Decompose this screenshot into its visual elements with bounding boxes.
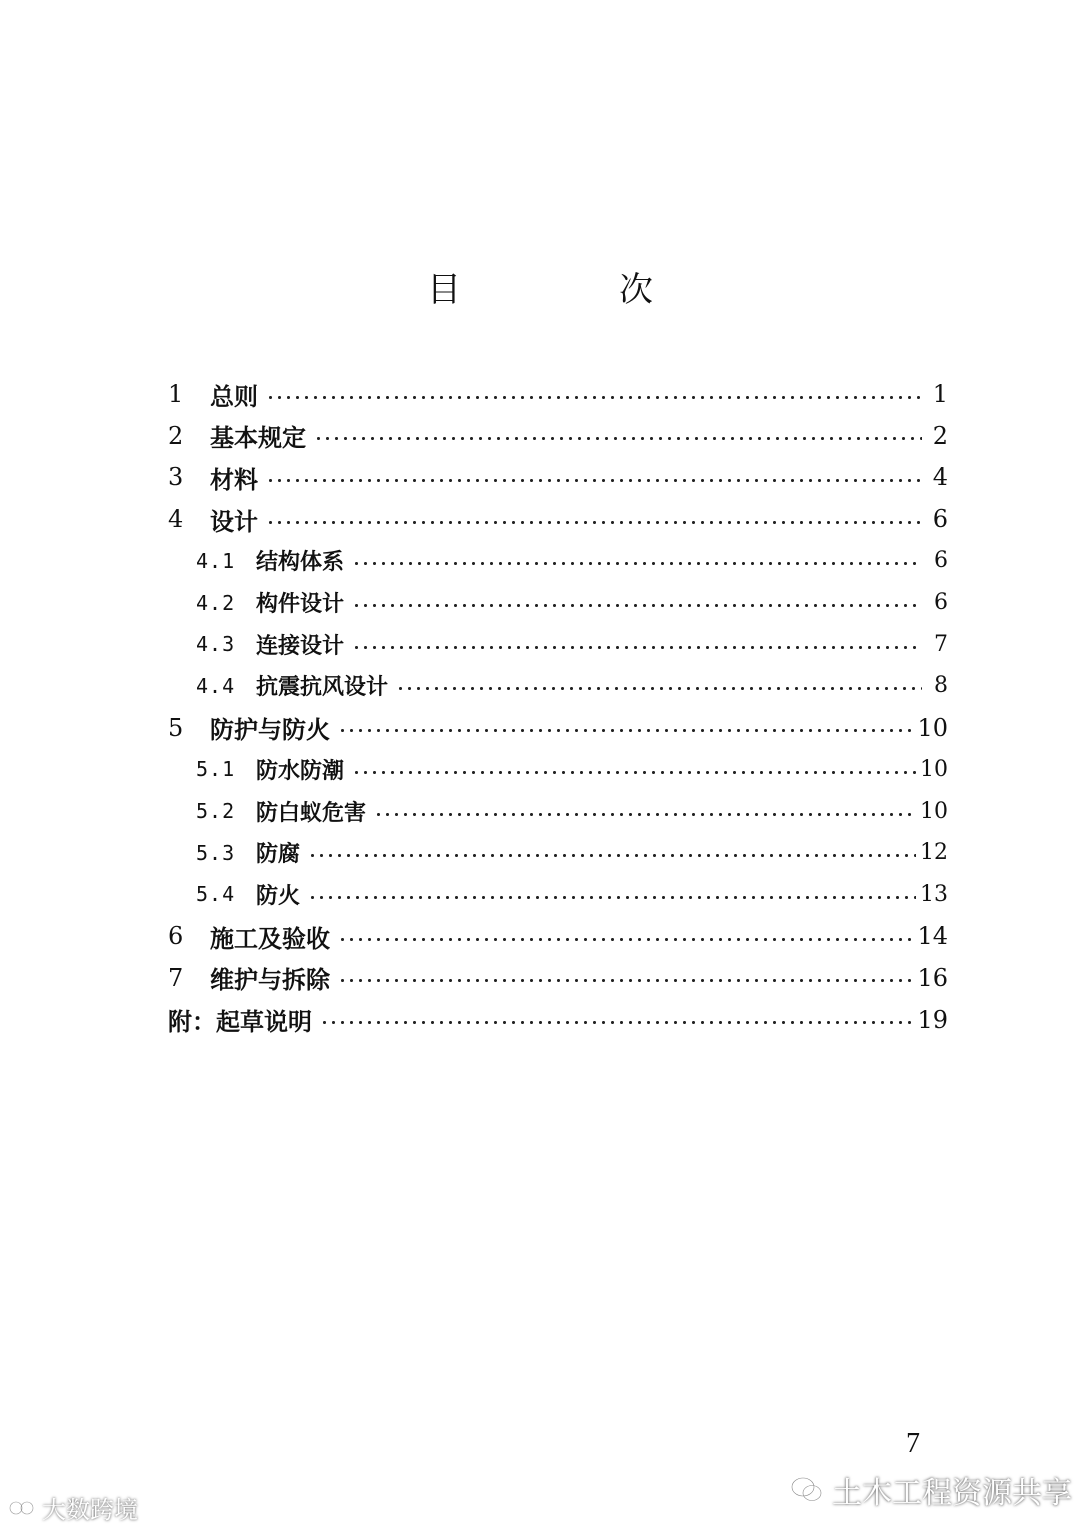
toc-entry-page: 1: [932, 380, 948, 408]
toc-entry: [168, 415, 948, 457]
toc-entry-page: 6: [934, 590, 948, 615]
toc-entry-page: 10: [920, 798, 948, 824]
toc-entry-page: 8: [934, 673, 948, 699]
watermark-left: [8, 1490, 138, 1525]
toc-entry-title: 防火: [256, 883, 301, 909]
toc-entry: [196, 665, 948, 707]
toc-entry-title: 结构体系: [256, 550, 345, 576]
toc-leader-dots: [352, 635, 922, 659]
toc-entry-number: 3: [168, 463, 184, 492]
toc-entry-title: 总则: [210, 382, 258, 411]
toc-entry-page: 10: [920, 756, 948, 782]
toc-entry: [196, 540, 948, 582]
toc-leader-dots: [266, 468, 922, 492]
toc-entry-number: 5.3: [196, 840, 236, 865]
toc-entry-page: 19: [917, 1005, 948, 1034]
page-title: 目 次: [427, 270, 715, 310]
toc-entry: [168, 999, 948, 1041]
toc-entry-number: 2: [168, 421, 184, 450]
toc-entry: [168, 456, 948, 498]
toc-entry-number: 4.2: [196, 590, 236, 615]
toc-leader-dots: [308, 885, 916, 909]
toc-leader-dots: [352, 552, 922, 576]
toc-entry-title: 施工及验收: [210, 924, 330, 953]
toc-entry-page: 2: [932, 421, 948, 450]
toc-entry-number: 4.4: [196, 673, 236, 698]
toc-entry-number: 1: [168, 380, 184, 408]
toc-entry: [168, 373, 948, 415]
toc-leader-dots: [308, 844, 916, 868]
toc-entry-title: 抗震抗风设计: [256, 675, 389, 701]
toc-entry-number: 4.1: [196, 548, 236, 573]
toc-entry-page: 16: [917, 963, 948, 992]
toc-leader-dots: [352, 760, 916, 784]
toc-leader-dots: [338, 969, 913, 993]
toc-entry-page: 10: [917, 713, 948, 742]
toc-entry-page: 7: [934, 631, 948, 657]
toc-entry-number: 4.3: [196, 632, 236, 657]
toc-entry-page: 14: [917, 922, 948, 951]
toc-entry-number: 5.4: [196, 882, 236, 907]
toc-entry-page: 6: [932, 505, 948, 534]
wechat-icon: [790, 1475, 824, 1505]
toc-entry: [196, 623, 948, 665]
logo-icon: [8, 1497, 38, 1519]
toc-entry-number: 6: [168, 922, 184, 951]
toc-entry-number: 5.2: [196, 799, 236, 823]
toc-entry-title: 防护与防火: [210, 716, 330, 745]
toc-leader-dots: [314, 427, 922, 451]
toc-entry-number: 5.1: [196, 757, 236, 782]
toc-leader-dots: [374, 802, 916, 826]
toc-leader-dots: [338, 719, 913, 743]
toc-entry: [196, 748, 948, 790]
page-number: 7: [906, 1428, 920, 1459]
toc-entry-title: 附：起草说明: [168, 1008, 312, 1036]
toc-entry-page: 13: [920, 881, 948, 907]
watermark-left-text: 大数跨境: [42, 1496, 138, 1524]
toc-entry-title: 构件设计: [256, 592, 345, 617]
toc-leader-dots: [266, 510, 922, 534]
toc-entry-number: 7: [168, 963, 184, 992]
toc-entry: [168, 498, 948, 540]
toc-leader-dots: [396, 677, 922, 701]
toc-entry-title: 维护与拆除: [210, 966, 330, 995]
toc-entry-title: 防腐: [256, 842, 301, 868]
toc-entry-title: 防水防潮: [256, 758, 345, 784]
toc-entry: [168, 707, 948, 749]
toc-entry-title: 材料: [210, 465, 258, 494]
toc-entry-number: 4: [168, 505, 184, 534]
toc-leader-dots: [266, 385, 922, 409]
toc-leader-dots: [352, 594, 922, 618]
watermark-right-text: 土木工程资源共享: [832, 1476, 1072, 1511]
toc-entry-title: 设计: [210, 507, 258, 536]
toc-entry-title: 连接设计: [256, 633, 345, 659]
toc-leader-dots: [320, 1011, 913, 1035]
toc-entry-number: 5: [168, 713, 184, 742]
toc-entry: [196, 832, 948, 874]
toc-entry-page: 12: [920, 840, 948, 866]
toc-entry: [196, 873, 948, 915]
toc-entry-page: 6: [934, 548, 948, 574]
toc-entry-page: 4: [932, 463, 948, 492]
toc-entry: [168, 915, 948, 957]
toc-entry: [168, 957, 948, 999]
toc-entry-title: 防白蚁危害: [256, 800, 367, 826]
toc-entry: [196, 790, 948, 832]
toc-entry-title: 基本规定: [210, 424, 306, 453]
toc-leader-dots: [338, 927, 913, 951]
toc-entry: [196, 582, 948, 624]
watermark-right: [790, 1468, 1072, 1512]
